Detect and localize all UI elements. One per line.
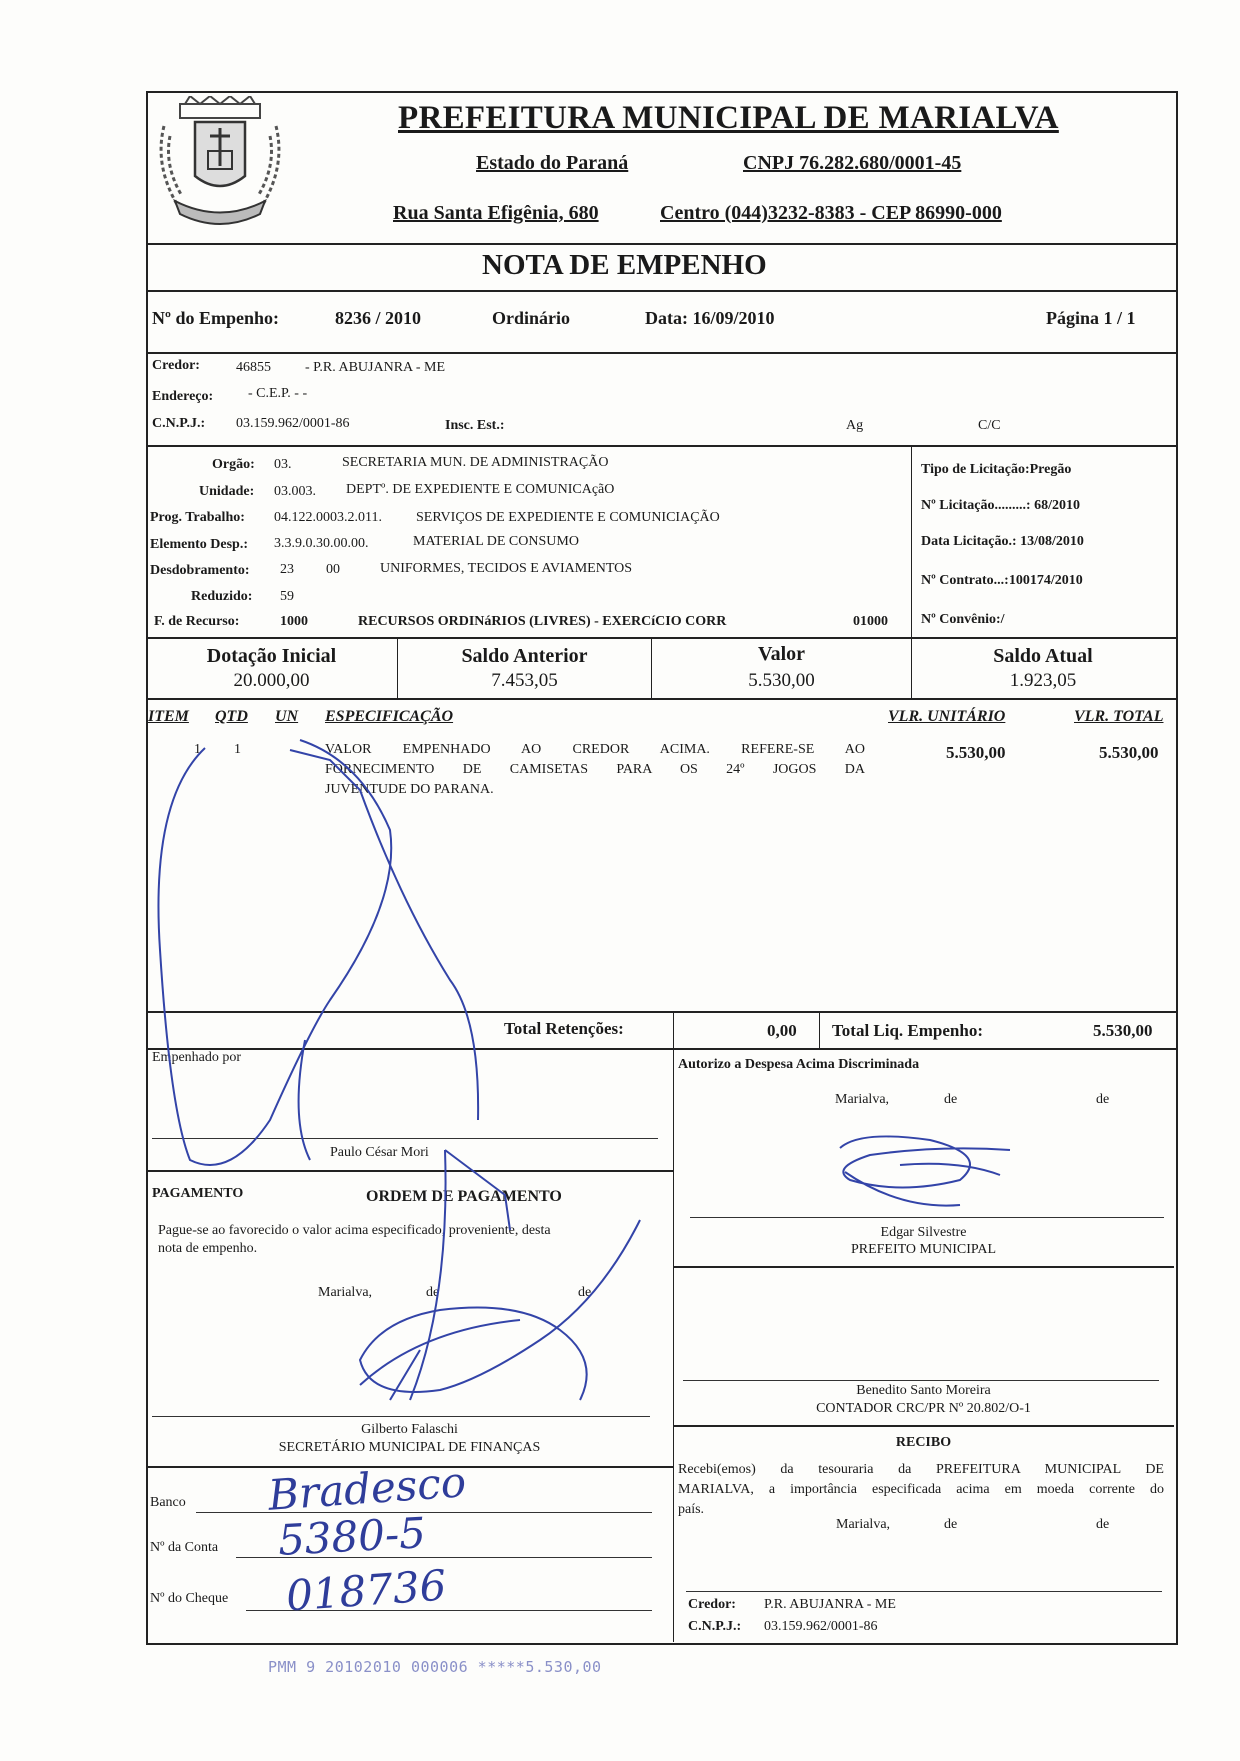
item-number: 1 (194, 742, 201, 757)
conta-handwritten: 5380-5 (276, 1508, 427, 1565)
recibo-divider (673, 1425, 1174, 1427)
pagamento-marialva: Marialva, (318, 1285, 373, 1300)
col-header-item: ITEM (148, 708, 189, 725)
saldo-anterior-value: 7.453,05 (491, 670, 558, 691)
recibo-marialva: Marialva, (836, 1517, 891, 1532)
tipo-licitacao: Tipo de Licitação:Pregão (921, 462, 1072, 477)
empenhado-sign-line (152, 1138, 658, 1139)
prefeito-title: PREFEITO MUNICIPAL (850, 1242, 997, 1257)
item-spec-line2: FORNECIMENTO DE CAMISETAS PARA OS 24º JOGOS DA (325, 762, 865, 777)
orgao-desc: SECRETARIA MUN. DE ADMINISTRAÇÃO (342, 455, 609, 470)
valor-label: Valor (757, 643, 806, 665)
prefeito-name: Edgar Silvestre (880, 1225, 967, 1240)
numero-contrato: Nº Contrato...:100174/2010 (921, 573, 1083, 588)
fonte-recurso-code: 1000 (280, 614, 308, 629)
contador-name: Benedito Santo Moreira (856, 1383, 991, 1398)
cnpj-label: CNPJ 76.282.680/0001-45 (743, 152, 962, 174)
col-header-un: UN (275, 708, 299, 725)
secretario-sign-line (152, 1416, 650, 1417)
page-indicator: Página 1 / 1 (1046, 308, 1136, 328)
fonte-recurso-label: F. de Recurso: (154, 614, 240, 629)
col-header-vlr-unitario: VLR. UNITÁRIO (888, 708, 1006, 725)
recibo-text-line2: MARIALVA, a importância especificada acima em moeda corrente do (678, 1482, 1164, 1497)
autorizo-de2: de (1096, 1092, 1110, 1107)
insc-est-label: Insc. Est.: (445, 418, 505, 433)
credor-label: Credor: (152, 358, 200, 373)
recibo-text-line3: país. (678, 1502, 705, 1517)
state-label: Estado do Paraná (476, 152, 629, 174)
item-spec-line3: JUVENTUDE DO PARANA. (325, 782, 494, 797)
empenho-type: Ordinário (492, 308, 571, 328)
pagamento-de2: de (578, 1285, 592, 1300)
autorizo-de1: de (944, 1092, 958, 1107)
ordem-pagamento-label: ORDEM DE PAGAMENTO (366, 1188, 562, 1205)
fonte-recurso-desc: RECURSOS ORDINáRIOS (LIVRES) - EXERCíCIO CORR (358, 614, 727, 629)
recibo-de2: de (1096, 1517, 1110, 1532)
fonte-recurso-code2: 01000 (853, 614, 888, 629)
cnpj-creditor-label: C.N.P.J.: (152, 416, 206, 431)
orgao-code: 03. (274, 457, 292, 472)
total-liq-value: 5.530,00 (1093, 1021, 1153, 1040)
item-total-value: 5.530,00 (1099, 743, 1159, 762)
total-retencoes-value: 0,00 (767, 1021, 797, 1040)
recibo-credor-value: P.R. ABUJANRA - ME (764, 1597, 896, 1612)
paulo-name: Paulo César Mori (330, 1145, 429, 1160)
item-qtd: 1 (234, 742, 241, 757)
cc-label: C/C (978, 418, 1001, 433)
reduzido-value: 59 (280, 589, 294, 604)
contador-divider (673, 1266, 1174, 1268)
recibo-text-line1: Recebi(emos) da tesouraria da PREFEITURA MUNICIPAL DE (678, 1462, 1164, 1477)
col-header-qtd: QTD (215, 708, 248, 725)
credor-code: 46855 (236, 360, 271, 375)
col-header-vlr-total: VLR. TOTAL (1074, 708, 1164, 725)
total-retencoes-label: Total Retenções: (504, 1019, 624, 1038)
ag-label: Ag (846, 418, 864, 433)
autorizo-marialva: Marialva, (835, 1092, 890, 1107)
numero-licitacao: Nº Licitação.........: 68/2010 (921, 498, 1080, 513)
dotacao-inicial-value: 20.000,00 (233, 670, 310, 691)
cnpj-creditor-value: 03.159.962/0001-86 (236, 416, 350, 431)
banco-divider (146, 1466, 673, 1468)
municipal-coat-of-arms-logo (150, 96, 290, 238)
recibo-cnpj-label: C.N.P.J.: (688, 1619, 742, 1634)
recibo-de1: de (944, 1517, 958, 1532)
endereco-value: - C.E.P. - - (248, 386, 308, 401)
cheque-handwritten: 018736 (284, 1560, 448, 1621)
col-header-especificacao: ESPECIFICAÇÃO (325, 708, 454, 725)
desdobramento-desc: UNIFORMES, TECIDOS E AVIAMENTOS (380, 561, 633, 576)
recibo-sign-line (686, 1591, 1162, 1592)
item-unit-value: 5.530,00 (946, 743, 1006, 762)
dotacao-inicial-label: Dotação Inicial (206, 645, 337, 667)
desdobramento-label: Desdobramento: (150, 563, 250, 578)
cheque-label: Nº do Cheque (150, 1591, 229, 1606)
prog-trabalho-code: 04.122.0003.2.011. (274, 510, 382, 525)
empenho-number-value: 8236 / 2010 (335, 308, 422, 328)
data-licitacao: Data Licitação.: 13/08/2010 (921, 534, 1084, 549)
elemento-code: 3.3.9.0.30.00.00. (274, 536, 369, 551)
pagamento-divider (146, 1170, 673, 1172)
pague-se-text2: nota de empenho. (158, 1241, 258, 1256)
empenho-number-label: Nº do Empenho: (152, 308, 279, 328)
prog-trabalho-label: Prog. Trabalho: (150, 510, 245, 525)
saldo-atual-value: 1.923,05 (1009, 670, 1077, 691)
pagamento-label: PAGAMENTO (152, 1186, 244, 1201)
secretario-name: Gilberto Falaschi (361, 1422, 458, 1437)
cheque-line (246, 1610, 652, 1611)
footer-machine-stamp: PMM 9 20102010 000006 *****5.530,00 (268, 1658, 602, 1676)
city-hall-title: PREFEITURA MUNICIPAL DE MARIALVA (398, 100, 1059, 136)
unidade-code: 03.003. (274, 484, 316, 499)
conta-line (236, 1557, 652, 1558)
unidade-label: Unidade: (199, 484, 255, 499)
prefeito-sign-line (690, 1217, 1164, 1218)
conta-label: Nº da Conta (150, 1540, 219, 1555)
elemento-label: Elemento Desp.: (150, 537, 248, 552)
address-label: Rua Santa Efigênia, 680 (393, 202, 599, 224)
recibo-title: RECIBO (895, 1435, 952, 1450)
unidade-desc: DEPTº. DE EXPEDIENTE E COMUNICAçãO (346, 482, 615, 497)
saldo-anterior-label: Saldo Anterior (461, 645, 588, 667)
total-liq-label: Total Liq. Empenho: (832, 1021, 983, 1040)
banco-handwritten: Bradesco (266, 1457, 468, 1520)
desdobramento-code2: 00 (326, 562, 340, 577)
banco-label: Banco (150, 1495, 186, 1510)
contador-sign-line (683, 1380, 1159, 1381)
empenhado-por-label: Empenhado por (152, 1050, 242, 1065)
credor-name: - P.R. ABUJANRA - ME (305, 360, 446, 375)
recibo-cnpj-value: 03.159.962/0001-86 (764, 1619, 878, 1634)
desdobramento-code1: 23 (280, 562, 294, 577)
empenho-date: Data: 16/09/2010 (645, 308, 775, 328)
recibo-credor-label: Credor: (688, 1597, 736, 1612)
secretario-title: SECRETÁRIO MUNICIPAL DE FINANÇAS (278, 1440, 541, 1455)
numero-convenio: Nº Convênio:/ (921, 612, 1005, 627)
saldo-atual-label: Saldo Atual (993, 645, 1093, 667)
pague-se-text: Pague-se ao favorecido o valor acima especificado, proveniente, desta (158, 1223, 551, 1238)
elemento-desc: MATERIAL DE CONSUMO (413, 534, 579, 549)
valor-value: 5.530,00 (748, 670, 815, 691)
orgao-label: Orgão: (212, 457, 255, 472)
item-spec-line1: VALOR EMPENHADO AO CREDOR ACIMA. REFERE-SE AO (325, 742, 865, 757)
endereco-label: Endereço: (152, 389, 214, 404)
document-title: NOTA DE EMPENHO (482, 249, 767, 281)
reduzido-label: Reduzido: (191, 589, 253, 604)
pagamento-de1: de (426, 1285, 440, 1300)
contador-title: CONTADOR CRC/PR Nº 20.802/O-1 (816, 1401, 1031, 1416)
autorizo-label: Autorizo a Despesa Acima Discriminada (678, 1057, 920, 1072)
district-phone-cep: Centro (044)3232-8383 - CEP 86990-000 (660, 202, 1002, 224)
banco-line (196, 1512, 652, 1513)
prog-trabalho-desc: SERVIÇOS DE EXPEDIENTE E COMUNICIAÇÃO (416, 510, 720, 525)
